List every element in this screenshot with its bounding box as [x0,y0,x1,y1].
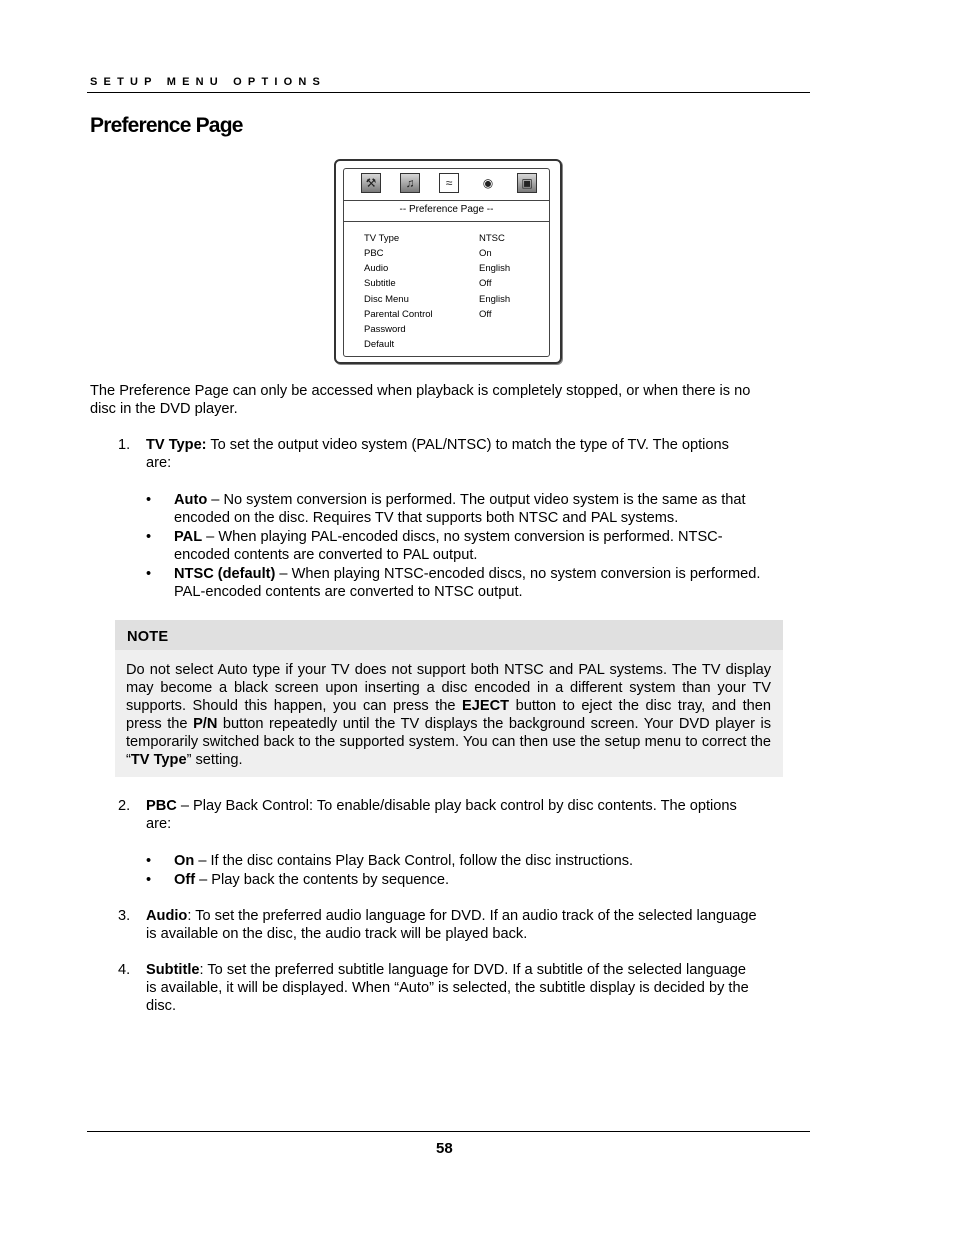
item-tv-type-line-2: are: [146,455,172,471]
note-box [115,620,783,777]
osd-row-label: Parental Control [364,309,433,320]
osd-page-title: -- Preference Page -- [399,204,494,215]
item-audio-line-2: is available on the disc, the audio track will be played back. [146,926,528,942]
osd-row-value: On [479,248,492,259]
note-header [115,620,783,650]
item-title: PBC [146,798,177,814]
bullet-ntsc-line-1 [174,565,760,583]
osd-row-label: PBC [364,248,384,259]
osd-row-default [364,339,554,353]
bullet-term: NTSC (default) [174,566,276,582]
note-tv-type-term: TV Type [130,752,187,768]
disc-icon: ◉ [478,173,498,193]
osd-row-label: Audio [364,263,389,274]
osd-row-value: NTSC [479,233,505,244]
note-pn-term: P/N [193,716,218,732]
bullet-text: – No system conversion is performed. The output video system is the same as that [207,492,746,508]
item-text: : To set the preferred audio language for DVD. If an audio track of the selected language [187,908,757,924]
note-title: NOTE [127,629,169,645]
bullet-icon: • [146,853,152,869]
item-subtitle-line-2: is available, it will be displayed. When “Auto” is selected, the subtitle display is decided by the [146,980,749,996]
osd-row-value: Off [479,278,492,289]
bullet-pal-line-1 [174,528,723,546]
osd-row-tv-type [364,233,554,247]
tv-settings-icon: ▣ [517,173,537,193]
speaker-icon: ♫ [400,173,420,193]
osd-icon-bar [344,169,549,201]
bullet-icon: • [146,492,152,508]
osd-row-pbc [364,248,554,262]
item-text: – Play Back Control: To enable/disable play back control by disc contents. The options [176,798,737,814]
item-audio-line-1 [146,907,757,925]
bullet-text: – When playing PAL-encoded discs, no system conversion is performed. NTSC- [202,529,723,545]
bullet-ntsc-line-2: PAL-encoded contents are converted to NTSC output. [174,584,523,600]
page-number: 58 [436,1140,453,1157]
item-title: TV Type: [146,437,207,453]
bullet-term: Off [174,872,196,888]
note-text: ” setting. [186,752,243,768]
bullet-text: – If the disc contains Play Back Control, follow the disc instructions. [194,853,634,869]
osd-row-value: English [479,263,511,274]
osd-row-subtitle [364,278,554,292]
audio-wave-icon: ≈ [439,173,459,193]
footer-divider [87,1131,810,1132]
osd-row-label: Password [364,324,406,335]
osd-row-label: Subtitle [364,278,396,289]
osd-menu-figure [334,159,562,364]
list-number: 4. [118,962,131,978]
bullet-on [174,852,633,870]
list-number: 3. [118,908,131,924]
item-text: To set the output video system (PAL/NTSC) to match the type of TV. The options [206,437,729,453]
note-text: Do not select Auto type if your TV does not support both NTSC and PAL systems. The TV display may become a black screen upon inserting a disc encoded in a different system than your TV supports. Should this happen, you can press the [126,662,771,714]
osd-divider [344,221,549,222]
list-number: 1. [118,437,131,453]
bullet-auto-line-2: encoded on the disc. Requires TV that supports both NTSC and PAL systems. [174,510,679,526]
osd-menu-panel [343,168,550,357]
osd-row-audio [364,263,554,277]
list-number: 2. [118,798,131,814]
bullet-off [174,871,449,889]
osd-row-parental-control [364,309,554,323]
osd-row-value: Off [479,309,492,320]
osd-row-value: English [479,294,511,305]
bullet-icon: • [146,872,152,888]
osd-row-disc-menu [364,294,554,308]
item-title: Subtitle [146,962,200,978]
osd-row-label: TV Type [364,233,400,244]
bullet-icon: • [146,529,152,545]
note-text: button to eject the disc tray, and then press the [126,698,771,732]
bullet-term: PAL [174,529,203,545]
bullet-text: – When playing NTSC-encoded discs, no system conversion is performed. [275,566,761,582]
intro-line-2: disc in the DVD player. [90,401,238,417]
item-pbc-line-2: are: [146,816,172,832]
section-header: SETUP MENU OPTIONS [90,76,327,88]
item-pbc-line-1 [146,797,737,815]
bullet-pal-line-2: encoded contents are converted to PAL output. [174,547,478,563]
item-tv-type-line-1 [146,436,729,454]
bullet-icon: • [146,566,152,582]
bullet-text: – Play back the contents by sequence. [195,872,450,888]
note-text: button repeatedly until the TV displays the background screen. Your DVD player is temporarily switched back to the supported system. You can then use the setup menu to correct the “ [126,716,771,768]
osd-row-label: Disc Menu [364,294,409,305]
item-subtitle-line-1 [146,961,746,979]
bullet-term: On [174,853,195,869]
item-text: : To set the preferred subtitle language for DVD. If a subtitle of the selected language [199,962,747,978]
intro-line-1: The Preference Page can only be accessed when playback is completely stopped, or when there is no [90,383,751,399]
osd-row-label: Default [364,339,395,350]
osd-row-password [364,324,554,338]
item-subtitle-line-3: disc. [146,998,177,1014]
bullet-auto-line-1 [174,491,746,509]
bullet-term: Auto [174,492,208,508]
header-divider [87,92,810,93]
wrench-icon: ⚒ [361,173,381,193]
page-title: Preference Page [90,114,243,137]
note-body [126,661,771,769]
item-title: Audio [146,908,188,924]
note-eject-term: EJECT [462,698,510,714]
